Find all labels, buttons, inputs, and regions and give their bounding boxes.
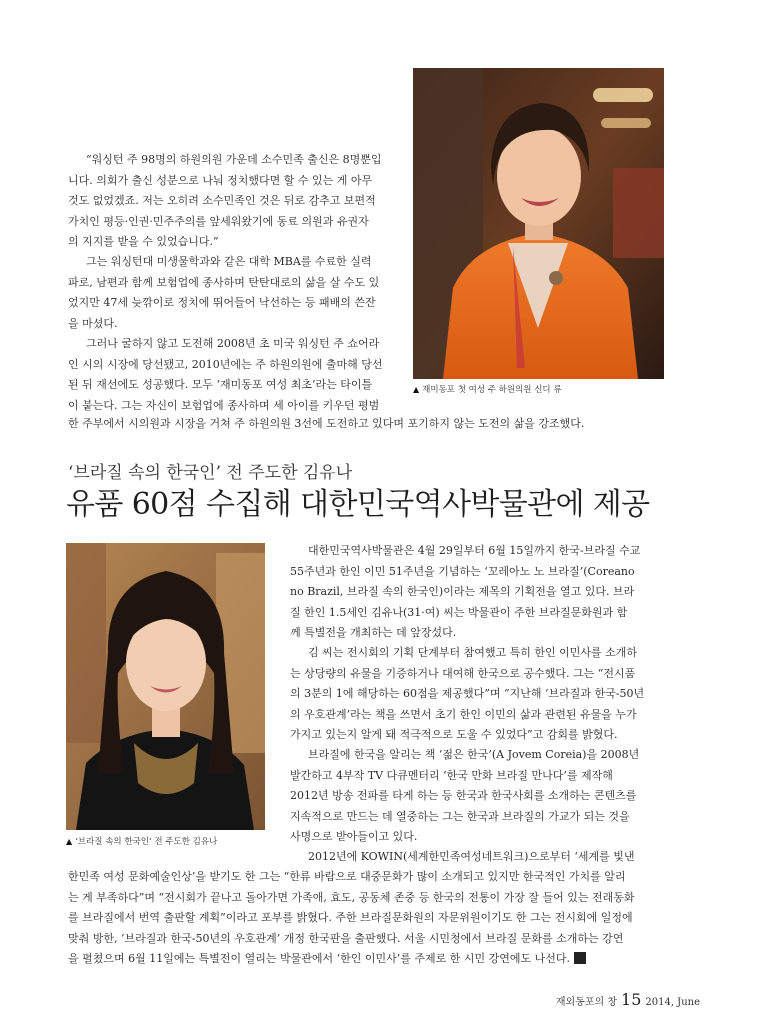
photo-caption [413,384,664,396]
text-line: 그러나 굴하지 않고 도전해 2008년 초 미국 워싱턴 주 쇼어라 [86,337,380,350]
caption-text: ‘브라질 속의 한국인’ 전 주도한 김유나 [75,837,218,847]
text-line: 는 상당량의 유물을 기증하거나 대여해 한국으로 공수했다. 그는 “전시품 [290,666,636,680]
page-footer [556,990,700,1012]
text-line: 지속적으로 만드는 데 열중하는 그는 한국과 브라질의 가교가 되는 것을 [290,809,630,823]
text-line: 인 시의 시장에 당선됐고, 2010년에는 주 하원의원에 출마해 당선 [68,357,383,371]
text-line: 었지만 47세 늦깎이로 정치에 뛰어들어 낙선하는 등 패배의 쓴잔 [68,296,376,309]
text-line: 을 마셨다. [68,316,118,330]
article-subheading: ‘브라질 속의 한국인’ 전 주도한 김유나 [68,463,353,483]
caption-text: 재미동포 첫 여성 주 하원의원 신디 류 [422,385,562,395]
text-line: 맞춰 방한, ‘브라질과 한국-50년의 우호관계’ 개정 한국판을 출판했다. 서울 시민청에서 브라질 문화를 소개하는 강연 [68,931,624,945]
body-paragraph [290,745,704,848]
triangle-bullet-icon: ▲ [66,837,73,846]
text-line: 를 브라질에서 번역 출판할 계획”이라고 포부를 밝혔다. 주한 브라질문화원의 자문위원이기도 한 그는 전시회에 일정에 [68,911,633,924]
text-line: 파로, 남편과 함께 보험업에 종사하며 탄탄대로의 삶을 살 수도 있 [68,275,380,289]
text-line: 가지고 있는지 알게 돼 적극적으로 도울 수 있었다”고 감회를 밝혔다. [290,728,618,741]
text-line: 의 3분의 1에 해당하는 60점을 제공했다”며 “지난해 ‘브라질과 한국-50년 [290,687,645,700]
issue-date: 2014, June [645,997,700,1008]
body-paragraph [68,252,391,335]
text-line: 의 우호관계’라는 책을 쓰면서 초기 한인 이민의 삶과 관련된 유물을 누가 [290,707,637,721]
magazine-name: 재외동포의 창 [555,997,618,1008]
body-paragraph-fullwidth [68,414,704,434]
text-line: 가치인 평등·인권·민주주의를 앞세워왔기에 동료 의원과 유권자 [68,214,369,228]
text-line: 는 게 부족하다”며 “전시회가 끝나고 돌아가면 가족애, 효도, 공동체 존중 등 한국의 전통이 가장 잘 들어 있는 전래동화 [68,890,635,904]
text-line: 께 특별전을 개최하는 데 앞장섰다. [290,626,457,639]
body-paragraph [290,847,704,867]
text-line: 것도 없었겠죠. 저는 오히려 소수민족인 것은 뒤로 감추고 보편적 [68,194,376,207]
triangle-bullet-icon: ▲ [413,385,420,394]
text-line: 된 뒤 재선에도 성공했다. 모두 ‘재미동포 여성 최초’라는 타이틀 [68,378,373,391]
text-line: 발간하고 4부작 TV 다큐멘터리 ‘한국 만화 브라질 만나다’를 제작해 [290,768,613,782]
text-line: 55주년과 한인 이민 51주년을 기념하는 ‘꼬레아노 노 브라질’(Coreano [290,564,635,578]
quote-paragraph [68,150,391,253]
text-line: 2012년 방송 전파를 타게 하는 등 한국과 한국사회를 소개하는 콘텐츠를 [290,789,637,802]
portrait-photo-cindy-ryu [413,68,664,379]
text-line: 니다. 의회가 출신 성분으로 나눠 정치했다면 할 수 있는 게 아무 [68,173,373,187]
text-line: 브라질에 한국을 알리는 책 ‘젊은 한국’(A Jovem Coreia)을 2008년 [308,748,640,761]
text-line: 의 지지를 받을 수 있었습니다.” [68,235,219,248]
body-paragraph [290,643,704,746]
body-paragraph [290,541,704,644]
end-mark-icon [574,952,586,964]
text-line: 대한민국역사박물관은 4월 29일부터 6월 15일까지 한국-브라질 수교 [308,544,641,557]
text-line: 한 주부에서 시의원과 시장을 거쳐 주 하원의원 3선에 도전하고 있다며 포기하지 않는 도전의 삶을 강조했다. [68,417,585,430]
body-paragraph-fullwidth [68,867,704,972]
text-line: no Brazil, 브라질 속의 한국인)이라는 제목의 기획전을 열고 있다. 브라 [290,585,635,598]
text-line: 한민족 여성 문화예술인상’을 받기도 한 그는 “한류 바람으로 대중문화가 많이 소개되고 있지만 한국적인 가치를 알리 [68,870,626,883]
text-line: 2012년에 KOWIN(세계한민족여성네트워크)으로부터 ‘세계를 빛낸 [308,850,635,863]
text-line: 김 씨는 전시회의 기획 단계부터 참여했고 특히 한인 이민사를 소개하 [308,646,637,659]
body-paragraph [68,334,391,417]
photo-caption [66,836,265,848]
last-line-text: 을 펼쳤으며 6월 11일에는 특별전이 열리는 박물관에서 ‘한인 이민사’를 주제로 한 시민 강연에도 나선다. [68,952,570,965]
text-line [68,949,704,970]
text-line: “워싱턴 주 98명의 하원의원 가운데 소수민족 출신은 8명뿐입 [86,153,382,166]
page-number: 15 [621,990,642,1009]
text-line: 사명으로 받아들이고 있다. [290,830,418,843]
portrait-photo-kim-yuna [66,543,265,830]
text-line: 이 붙는다. 그는 자신이 보험업에 종사하며 세 아이를 키우던 평범 [68,398,380,412]
article-headline: 유품 60점 수집해 대한민국역사박물관에 제공 [66,487,650,522]
text-line: 질 한인 1.5세인 김유나(31·여) 씨는 박물관이 주한 브라질문화원과 함 [290,605,628,619]
text-line: 그는 워싱턴대 미생물학과와 같은 대학 MBA를 수료한 실력 [86,255,372,268]
